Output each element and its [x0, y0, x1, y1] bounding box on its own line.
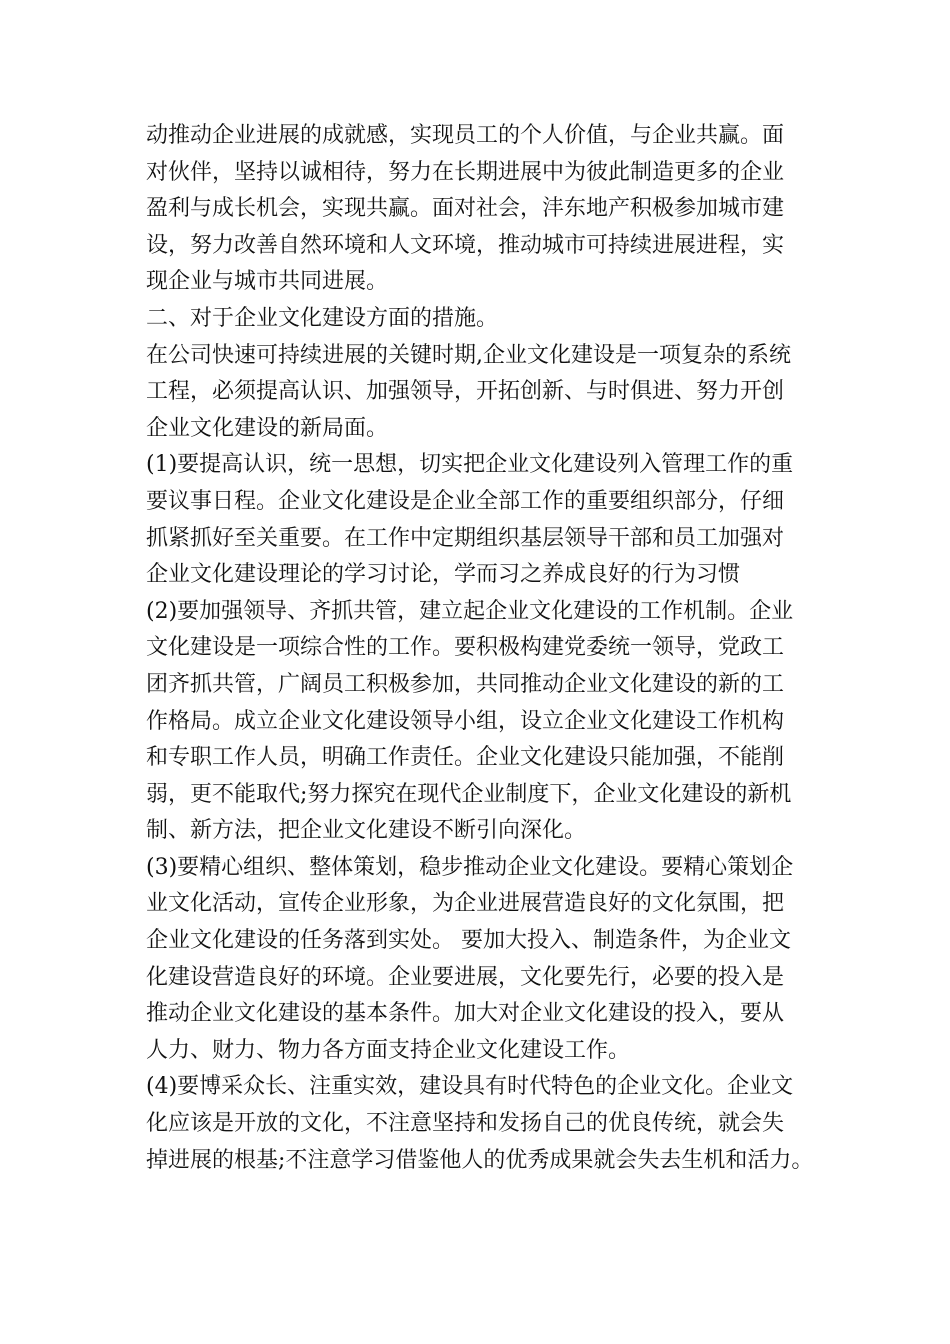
text-line-21: (3)要精心组织、整体策划，稳步推动企业文化建设。要精心策划企	[146, 854, 794, 880]
text-line-7: 在公司快速可持续进展的关键时期,企业文化建设是一项复杂的系统	[146, 342, 791, 368]
text-line-17: 作格局。成立企业文化建设领导小组，设立企业文化建设工作机构	[146, 708, 785, 734]
text-line-29: 掉进展的根基;不注意学习借鉴他人的优秀成果就会失去生机和活力。	[146, 1147, 814, 1173]
text-line-12: 抓紧抓好至关重要。在工作中定期组织基层领导干部和员工加强对	[146, 525, 785, 551]
document-body	[146, 118, 826, 1179]
text-line-11: 要议事日程。企业文化建设是企业全部工作的重要组织部分，仔细	[146, 488, 785, 514]
text-line-24: 化建设营造良好的环境。企业要进展，文化要先行，必要的投入是	[146, 964, 785, 990]
text-line-3: 盈利与成长机会，实现共赢。面对社会，沣东地产积极参加城市建	[146, 196, 785, 222]
text-line-26: 人力、财力、物力各方面支持企业文化建设工作。	[146, 1037, 631, 1063]
text-line-16: 团齐抓共管，广阔员工积极参加，共同推动企业文化建设的新的工	[146, 671, 785, 697]
text-line-5: 现企业与城市共同进展。	[146, 269, 389, 295]
text-line-27: (4)要博采众长、注重实效，建设具有时代特色的企业文化。企业文	[146, 1074, 794, 1100]
text-line-9: 企业文化建设的新局面。	[146, 415, 389, 441]
text-line-10: (1)要提高认识，统一思想，切实把企业文化建设列入管理工作的重	[146, 452, 794, 478]
text-line-25: 推动企业文化建设的基本条件。加大对企业文化建设的投入，要从	[146, 1001, 785, 1027]
text-line-4: 设，努力改善自然环境和人文环境，推动城市可持续进展进程，实	[146, 232, 785, 258]
text-line-1: 动推动企业进展的成就感，实现员工的个人价值，与企业共赢。面	[146, 123, 785, 148]
text-line-23: 企业文化建设的任务落到实处。 要加大投入、制造条件，为企业文	[146, 928, 791, 954]
text-line-22: 业文化活动，宣传企业形象，为企业进展营造良好的文化氛围，把	[146, 891, 785, 917]
text-line-28: 化应该是开放的文化，不注意坚持和发扬自己的优良传统，就会失	[146, 1111, 785, 1137]
text-line-19: 弱，更不能取代;努力探究在现代企业制度下，企业文化建设的新机	[146, 781, 792, 807]
text-line-20: 制、新方法，把企业文化建设不断引向深化。	[146, 818, 587, 844]
text-line-14: (2)要加强领导、齐抓共管，建立起企业文化建设的工作机制。企业	[146, 598, 794, 624]
text-line-18: 和专职工作人员，明确工作责任。企业文化建设只能加强，不能削	[146, 745, 785, 771]
section-heading: 二、对于企业文化建设方面的措施。	[146, 305, 499, 331]
text-line-13: 企业文化建设理论的学习讨论，学而习之养成良好的行为习惯	[146, 562, 741, 588]
text-line-15: 文化建设是一项综合性的工作。要积极构建党委统一领导，党政工	[146, 635, 785, 661]
text-line-8: 工程，必须提高认识、加强领导，开拓创新、与时俱进、努力开创	[146, 379, 785, 405]
text-line-2: 对伙伴，坚持以诚相待，努力在长期进展中为彼此制造更多的企业	[146, 159, 785, 185]
